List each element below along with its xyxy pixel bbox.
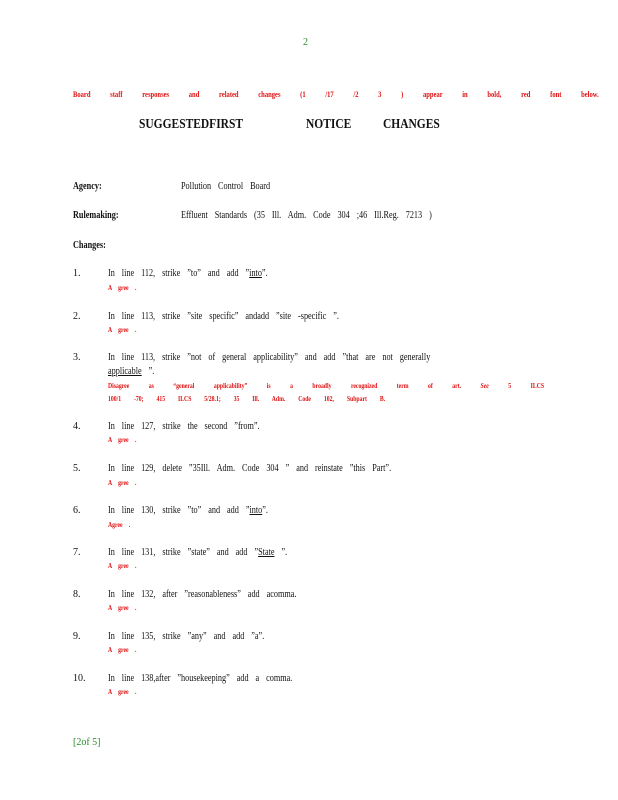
item-number: 6. [73,505,81,516]
heading-suggested-first: SUGGESTEDFIRST [139,117,243,132]
item-number: 3. [73,352,81,363]
change-item-3-line2: applicable ”. [108,366,155,377]
heading-changes: CHANGES [383,117,440,132]
change-item-5: In line 129, delete ”35Ill. Adm. Code 304 ” and reinstate ”this Part”. [108,463,392,474]
response-3-line2: 100/1 -70; 415 ILCS 5/28.1; 35 Ill. Adm. Code 102, Subpart B. [108,395,386,403]
change-item-7: In line 131, strike ”state” and add ”State ”. [108,547,288,558]
item-number: 1. [73,268,81,279]
page-footer: [2of 5] [73,737,101,748]
response-9: A gree . [108,646,137,654]
response-4: A gree . [108,436,137,444]
page-number: 2 [303,37,308,48]
response-10: A gree . [108,688,137,696]
change-item-2: In line 113, strike ”site specific” andadd ”site -specific ”. [108,311,339,322]
change-item-6: In line 130, strike ”to” and add ”into”. [108,505,268,516]
response-1: A gree . [108,284,137,292]
item-number: 7. [73,547,81,558]
changes-label: Changes: [73,240,106,251]
response-7: A gree . [108,562,137,570]
change-item-4: In line 127, strike the second ”from”. [108,421,260,432]
intro-note: Board staff responses and related changes (1 /17 /2 3 ) appear in bold, red font below. [73,90,599,99]
change-item-10: In line 138,after ”housekeeping” add a comma. [108,673,293,684]
change-item-3-line1: In line 113, strike ”not of general applicability” and add ”that are not generally [108,352,431,363]
agency-label: Agency: [73,181,102,192]
response-5: A gree . [108,479,137,487]
item-number: 2. [73,311,81,322]
agency-value: Pollution Control Board [181,181,271,192]
change-item-9: In line 135, strike ”any” and add ”a”. [108,631,265,642]
item-number: 4. [73,421,81,432]
change-item-1: In line 112, strike ”to” and add ”into”. [108,268,268,279]
item-number: 5. [73,463,81,474]
response-8: A gree . [108,604,137,612]
item-number: 10. [73,673,86,684]
heading-notice: NOTICE [306,117,352,132]
item-number: 8. [73,589,81,600]
change-item-8: In line 132, after ”reasonableness” add acomma. [108,589,297,600]
item-number: 9. [73,631,81,642]
rulemaking-label: Rulemaking: [73,210,119,221]
response-2: A gree . [108,326,137,334]
rulemaking-value: Effluent Standards (35 Ill. Adm. Code 304 ;46 Ill.Reg. 7213 ) [181,210,432,221]
response-3-line1: Disagree as “general applicability” is a broadly recognized term of art. See 5 ILCS [108,382,545,390]
response-6: Agree . [108,521,131,529]
